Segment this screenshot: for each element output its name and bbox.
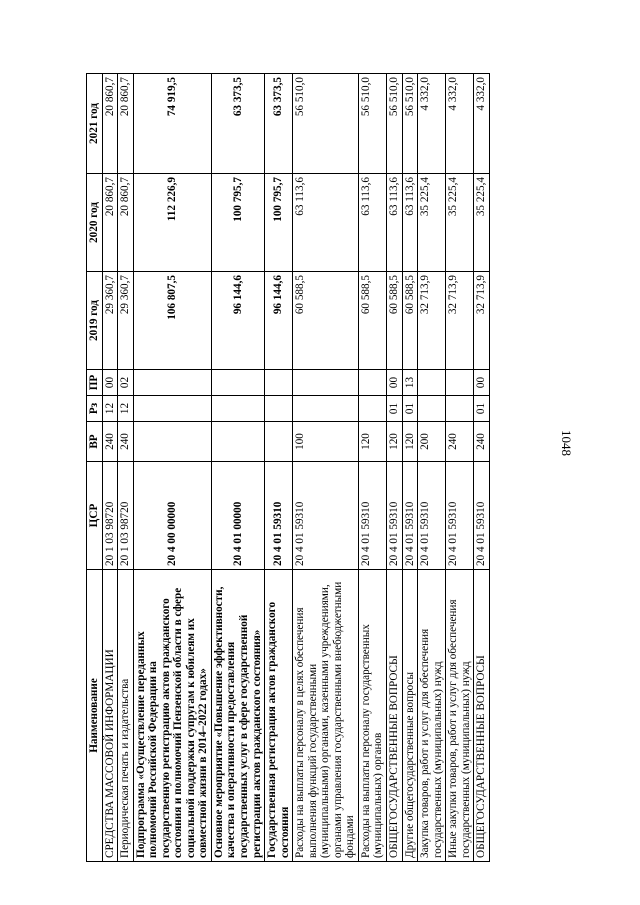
table-header-row [87,74,103,862]
cell-2020: 112 226,9 [133,174,211,272]
table-row [418,74,446,862]
cell-rz [446,396,474,422]
header-pr: ПР [87,370,103,396]
cell-vr: 240 [118,422,134,462]
cell-pr: 00 [102,370,118,396]
cell-2019: 32 713,9 [418,272,446,370]
cell-2019: 32 713,9 [446,272,474,370]
cell-name: Периодическая печать и издательства [118,570,134,862]
cell-pr: 00 [474,370,490,396]
table-row [211,74,264,862]
cell-rz: 01 [402,396,418,422]
cell-rz [265,396,293,422]
rotated-table-container [86,74,490,862]
header-csr: ЦСР [87,462,103,570]
cell-rz [211,396,264,422]
cell-name: Подпрограмма «Осуществление переданных полномочий Российской Федерации на государственную регистрацию актов гражданского состояния и полномочий Пензенской области в сфере социальной поддержки супругам к юбилеям их совместной жизни в 2014–2022 годах» [133,570,211,862]
table-row [387,74,403,862]
table-row [118,74,134,862]
cell-2020: 100 795,7 [265,174,293,272]
cell-2021: 63 373,5 [265,74,293,174]
table-row [265,74,293,862]
cell-rz: 12 [118,396,134,422]
cell-pr [133,370,211,396]
cell-2020: 63 113,6 [293,174,359,272]
cell-2021: 4 332,0 [418,74,446,174]
header-name: Наименование [87,570,103,862]
cell-2019: 60 588,5 [387,272,403,370]
cell-csr: 20 4 00 00000 [133,462,211,570]
cell-csr: 20 4 01 59310 [402,462,418,570]
cell-name: Закупка товаров, работ и услуг для обеспечения государственных (муниципальных) нужд [418,570,446,862]
cell-2020: 63 113,6 [387,174,403,272]
cell-vr [133,422,211,462]
table-row [446,74,474,862]
cell-pr [446,370,474,396]
cell-vr: 120 [358,422,386,462]
cell-csr: 20 4 01 59310 [446,462,474,570]
cell-name: Расходы на выплаты персоналу государственных (муниципальных) органов [358,570,386,862]
cell-csr: 20 4 01 00000 [211,462,264,570]
table-row [293,74,359,862]
cell-2019: 60 588,5 [358,272,386,370]
cell-pr [418,370,446,396]
cell-2019: 60 588,5 [402,272,418,370]
cell-rz [133,396,211,422]
cell-pr [358,370,386,396]
cell-name: ОБЩЕГОСУДАРСТВЕННЫЕ ВОПРОСЫ [474,570,490,862]
cell-vr: 120 [402,422,418,462]
cell-pr: 00 [387,370,403,396]
cell-csr: 20 4 01 59310 [265,462,293,570]
cell-vr: 120 [387,422,403,462]
cell-vr: 240 [102,422,118,462]
cell-2020: 35 225,4 [474,174,490,272]
cell-2019: 32 713,9 [474,272,490,370]
table-row [402,74,418,862]
cell-csr: 20 1 03 98720 [118,462,134,570]
cell-2019: 106 807,5 [133,272,211,370]
page-number: 1048 [559,430,574,456]
cell-vr: 240 [474,422,490,462]
cell-csr: 20 4 01 59310 [474,462,490,570]
budget-table [86,73,490,862]
cell-pr [293,370,359,396]
cell-csr: 20 1 03 98720 [102,462,118,570]
cell-pr: 13 [402,370,418,396]
cell-2021: 56 510,0 [293,74,359,174]
cell-2020: 20 860,7 [102,174,118,272]
cell-csr: 20 4 01 59310 [293,462,359,570]
cell-2021: 4 332,0 [446,74,474,174]
header-rz: Рз [87,396,103,422]
table-row [133,74,211,862]
cell-csr: 20 4 01 59310 [358,462,386,570]
cell-2021: 20 860,7 [102,74,118,174]
cell-2021: 56 510,0 [387,74,403,174]
cell-2020: 100 795,7 [211,174,264,272]
cell-2021: 4 332,0 [474,74,490,174]
cell-csr: 20 4 01 59310 [418,462,446,570]
header-2021: 2021 год [87,74,103,174]
cell-2019: 96 144,6 [265,272,293,370]
cell-2019: 29 360,7 [102,272,118,370]
cell-pr: 02 [118,370,134,396]
cell-name: Основное мероприятие «Повышение эффективности, качества и оперативности предоставления государственных услуг в сфере государственной регистрации актов гражданского состояния» [211,570,264,862]
header-2019: 2019 год [87,272,103,370]
cell-csr: 20 4 01 59310 [387,462,403,570]
cell-name: Другие общегосударственные вопросы [402,570,418,862]
cell-name: Государственная регистрация актов гражданского состояния [265,570,293,862]
cell-vr [265,422,293,462]
cell-2020: 20 860,7 [118,174,134,272]
cell-rz: 12 [102,396,118,422]
cell-2021: 74 919,5 [133,74,211,174]
cell-2020: 35 225,4 [446,174,474,272]
header-vr: ВР [87,422,103,462]
table-row [358,74,386,862]
cell-rz [358,396,386,422]
cell-pr [265,370,293,396]
cell-2020: 63 113,6 [358,174,386,272]
cell-2019: 60 588,5 [293,272,359,370]
cell-2020: 63 113,6 [402,174,418,272]
cell-name: СРЕДСТВА МАССОВОЙ ИНФОРМАЦИИ [102,570,118,862]
cell-name: ОБЩЕГОСУДАРСТВЕННЫЕ ВОПРОСЫ [387,570,403,862]
cell-rz: 01 [474,396,490,422]
cell-2021: 63 373,5 [211,74,264,174]
cell-vr [211,422,264,462]
cell-rz: 01 [387,396,403,422]
header-2020: 2020 год [87,174,103,272]
cell-vr: 100 [293,422,359,462]
cell-2019: 29 360,7 [118,272,134,370]
cell-rz [418,396,446,422]
table-row [474,74,490,862]
cell-2019: 96 144,6 [211,272,264,370]
cell-2021: 20 860,7 [118,74,134,174]
cell-rz [293,396,359,422]
cell-vr: 240 [446,422,474,462]
cell-2020: 35 225,4 [418,174,446,272]
cell-name: Иные закупки товаров, работ и услуг для обеспечения государственных (муниципальных) нужд [446,570,474,862]
cell-pr [211,370,264,396]
cell-name: Расходы на выплаты персоналу в целях обеспечения выполнения функций государственными (муниципальными) органами, казенными учреждениями, органами управления государственными внебюджетными фондами [293,570,359,862]
cell-2021: 56 510,0 [402,74,418,174]
cell-2021: 56 510,0 [358,74,386,174]
cell-vr: 200 [418,422,446,462]
table-row [102,74,118,862]
